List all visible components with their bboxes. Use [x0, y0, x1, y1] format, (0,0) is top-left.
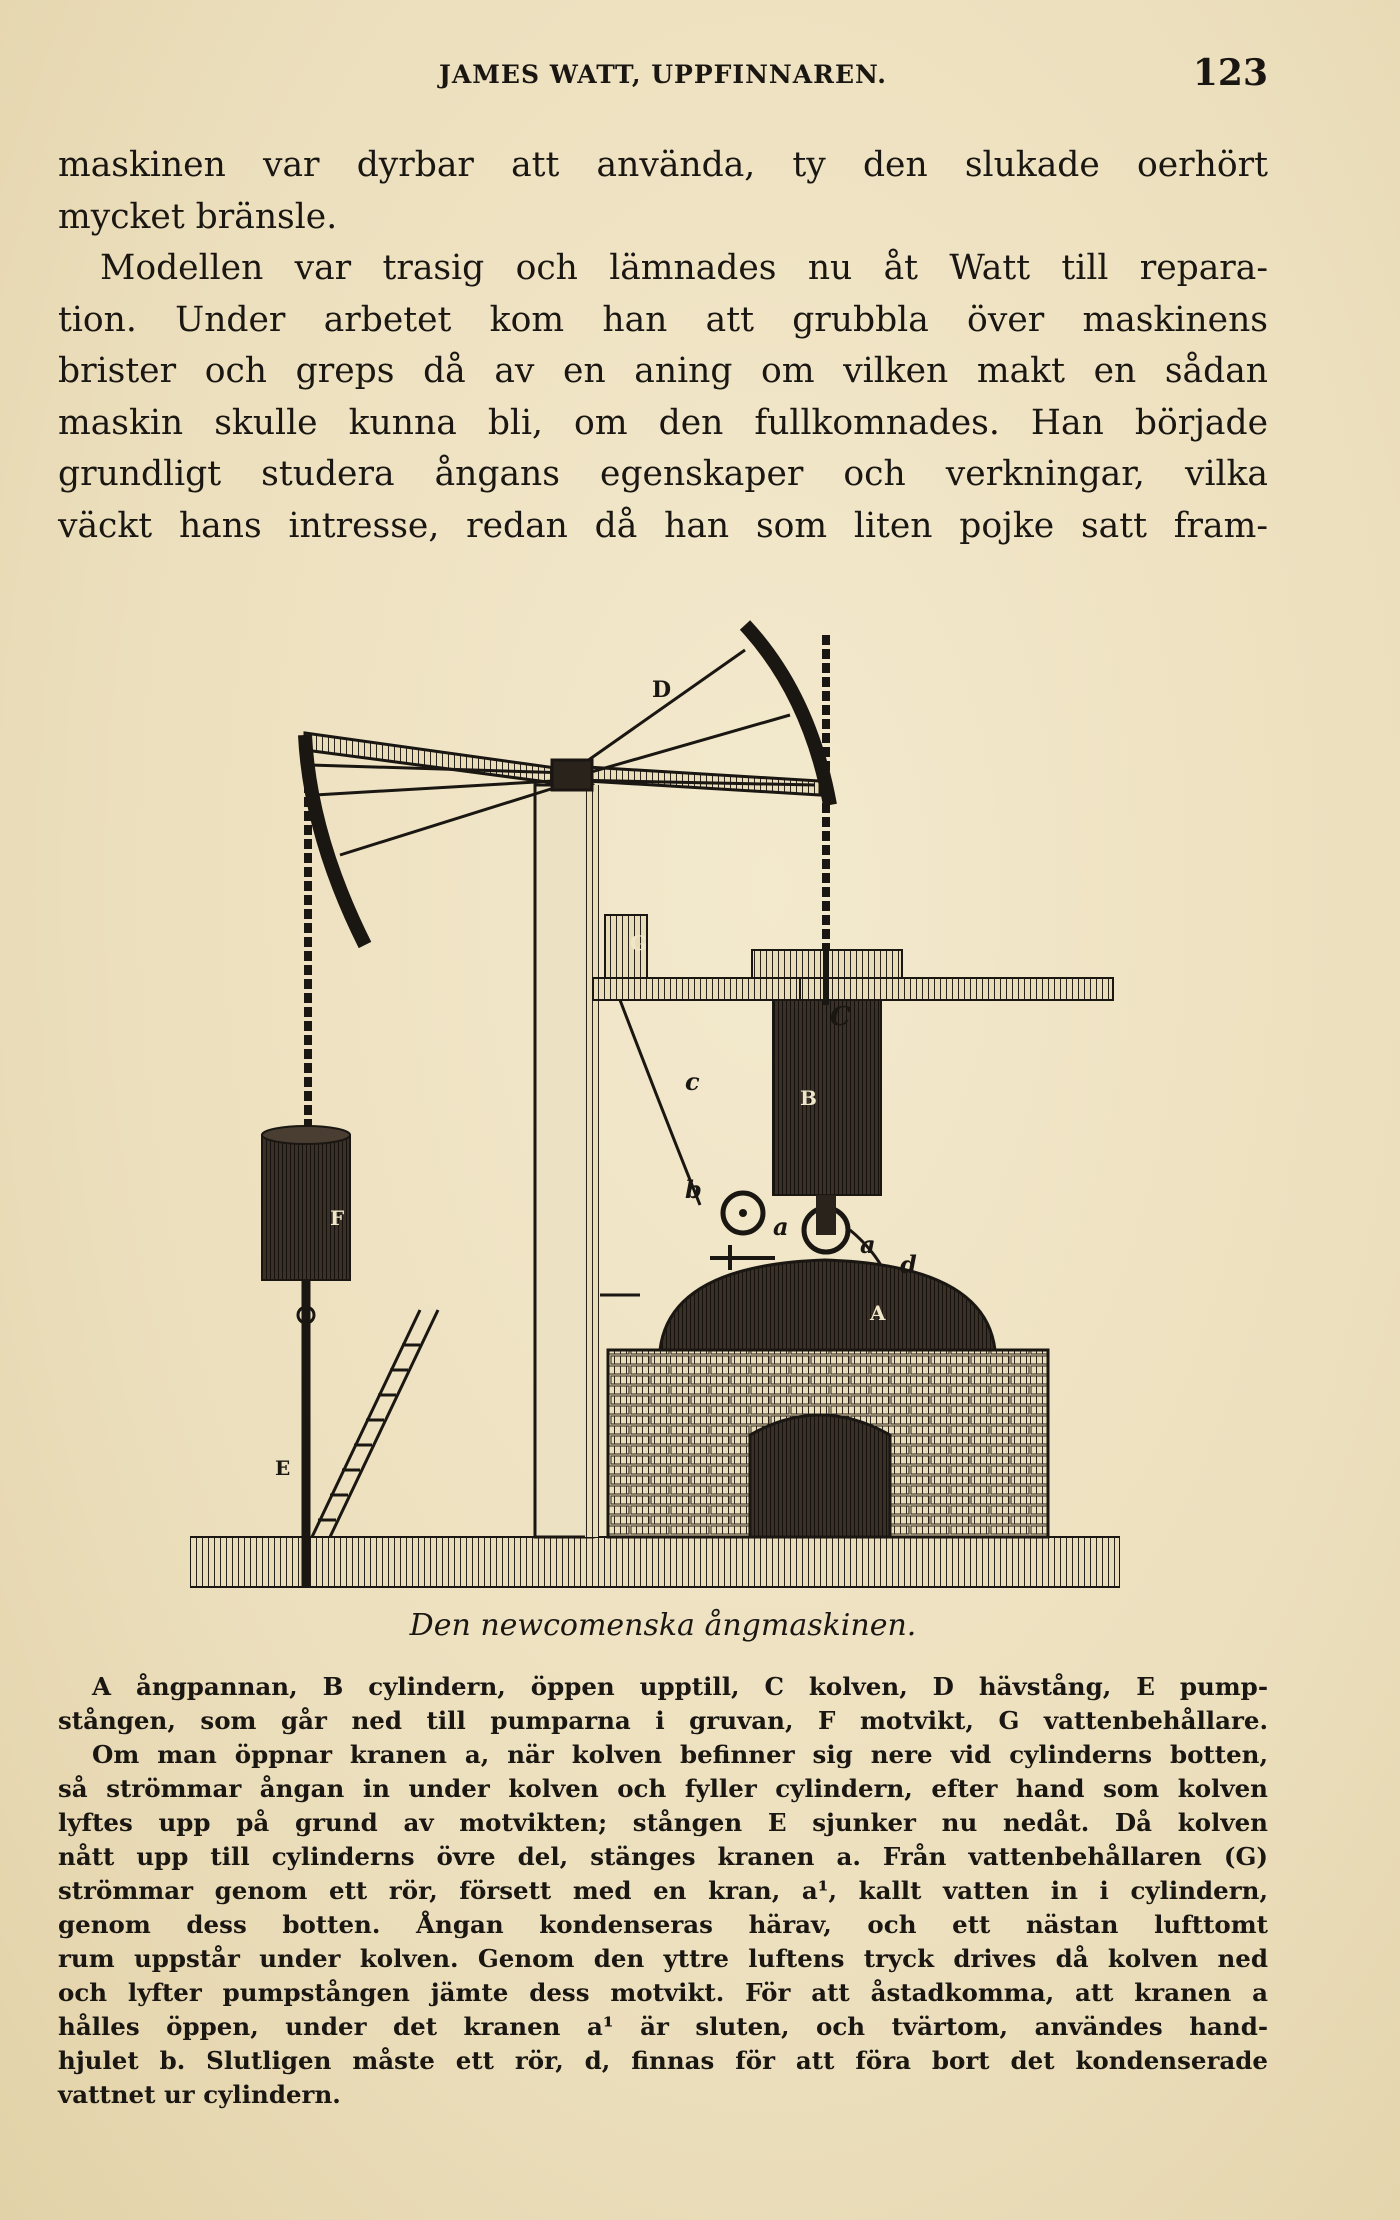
label-E: E	[275, 1456, 291, 1480]
legend-line: nått upp till cylinderns övre del, stänges kranen a. Från vattenbehållaren (G)	[58, 1842, 1268, 1871]
legend-line: rum uppstår under kolven. Genom den yttre luftens tryck drives då kolven ned	[58, 1944, 1268, 1973]
label-d: d	[900, 1250, 917, 1279]
legend-line: A ångpannan, B cylindern, öppen upptill, C kolven, D hävstång, E pump-	[92, 1672, 1268, 1701]
text-line: Modellen var trasig och lämnades nu åt Watt till repara-	[100, 248, 1268, 288]
text-line: mycket bränsle.	[58, 196, 338, 237]
cylinder	[773, 1000, 881, 1195]
page-header	[58, 52, 1268, 102]
legend-line: så strömmar ångan in under kolven och fyller cylindern, efter hand som kolven	[58, 1774, 1268, 1803]
legend-line: vattnet ur cylindern.	[58, 2080, 341, 2109]
main-post	[535, 785, 593, 1537]
legend-line: och lyfter pumpstången jämte dess motvikt. För att åstadkomma, att kranen a	[58, 1978, 1268, 2007]
legend-line: Om man öppnar kranen a, när kolven befinner sig nere vid cylinderns botten,	[92, 1740, 1268, 1769]
text-line: tion. Under arbetet kom han att grubbla över maskinens	[58, 299, 1268, 340]
ladder	[312, 1310, 438, 1537]
label-B: B	[800, 1086, 817, 1110]
paragraph	[58, 140, 1268, 243]
label-G: G	[630, 931, 648, 955]
furnace-door	[750, 1415, 890, 1537]
legend-line: stången, som går ned till pumparna i gruvan, F motvikt, G vattenbehållare.	[58, 1706, 1268, 1735]
label-A: A	[870, 1301, 886, 1325]
label-c: c	[685, 1067, 700, 1096]
body-text	[58, 140, 1268, 552]
label-F: F	[330, 1206, 345, 1230]
figure-legend	[58, 1670, 1268, 2112]
platform	[593, 978, 1113, 1000]
newcomen-engine-illustration	[190, 605, 1120, 1590]
text-line: grundligt studera ångans egenskaper och verkningar, vilka	[58, 454, 1268, 494]
paragraph	[58, 243, 1268, 552]
label-a: a	[773, 1212, 789, 1241]
running-head: JAMES WATT, UPPFINNAREN.	[439, 60, 887, 89]
label-a-hand: a	[860, 1230, 876, 1259]
legend-line: strömmar genom ett rör, försett med en kran, a¹, kallt vatten in i cylindern,	[58, 1876, 1268, 1905]
legend-line: genom dess botten. Ångan kondenseras härav, och ett nästan lufttomt	[58, 1910, 1268, 1939]
figure-caption: Den newcomenska ångmaskinen.	[409, 1608, 917, 1643]
ground-base	[190, 1537, 1120, 1587]
legend-line: hjulet b. Slutligen måste ett rör, d, finnas för att föra bort det kondenserade	[58, 2046, 1268, 2075]
legend-line: lyftes upp på grund av motvikten; stången E sjunker nu nedåt. Då kolven	[58, 1808, 1268, 1837]
text-line: maskinen var dyrbar att använda, ty den slukade oerhört	[58, 145, 1268, 185]
page-number: 123	[1192, 52, 1268, 94]
label-D: D	[652, 677, 672, 703]
text-line: maskin skulle kunna bli, om den fullkomnades. Han började	[58, 402, 1268, 443]
text-line: brister och greps då av en aning om vilken makt en sådan	[58, 351, 1268, 391]
label-b: b	[685, 1175, 702, 1204]
text-line: väckt hans intresse, redan då han som liten pojke satt fram-	[58, 505, 1268, 546]
boiler-dome	[660, 1260, 995, 1350]
legend-line: hålles öppen, under det kranen a¹ är sluten, och tvärtom, användes hand-	[58, 2012, 1268, 2041]
label-C: C	[830, 1002, 851, 1032]
